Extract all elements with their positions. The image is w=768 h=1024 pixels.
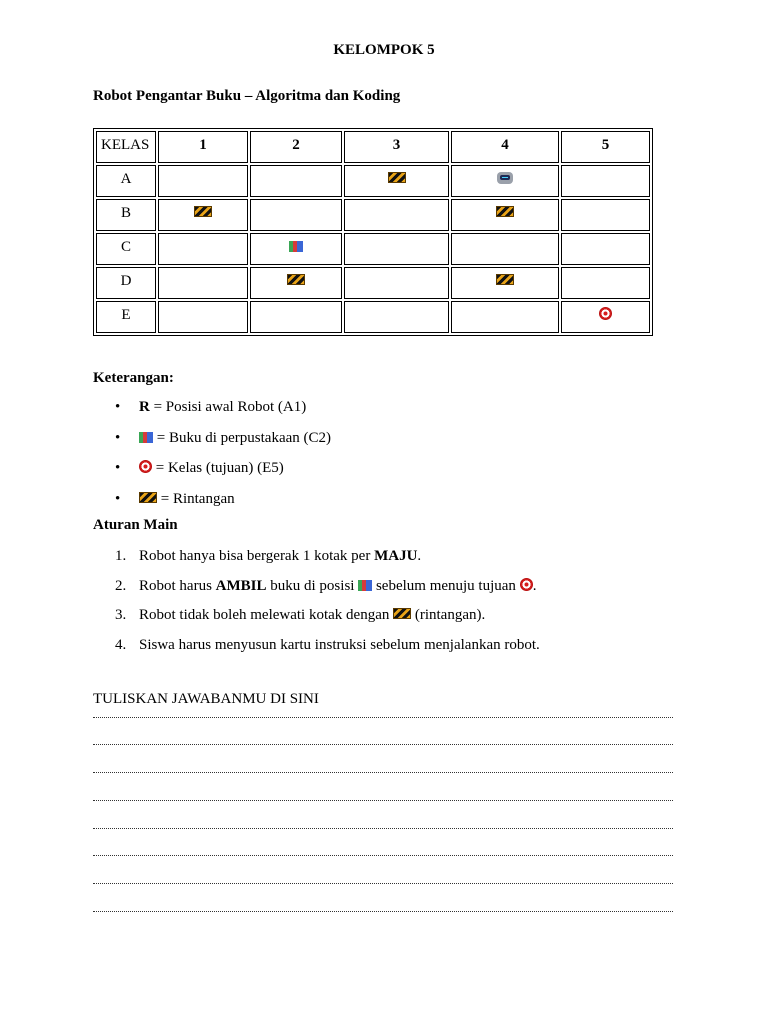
rule-text: buku di posisi bbox=[266, 577, 355, 594]
grid-cell bbox=[344, 199, 449, 231]
books-icon bbox=[289, 239, 303, 252]
rule-text: Siswa harus menyusun kartu instruksi sebelum menjalankan robot. bbox=[139, 636, 540, 653]
rule-text: sebelum menuju tujuan bbox=[375, 577, 516, 594]
answer-title: TULISKAN JAWABANMU DI SINI bbox=[93, 691, 319, 707]
grid-cell bbox=[158, 233, 248, 265]
rules-title: Aturan Main bbox=[93, 517, 178, 533]
rule-item bbox=[93, 605, 540, 635]
rule-bold: AMBIL bbox=[215, 577, 267, 594]
rule-number: 3. bbox=[115, 607, 127, 623]
legend-text: = Posisi awal Robot (A1) bbox=[149, 399, 307, 415]
books-icon bbox=[139, 430, 153, 443]
rule-text: . bbox=[532, 577, 537, 594]
legend-item bbox=[93, 489, 331, 520]
map-grid bbox=[93, 128, 653, 336]
rule-text: (rintangan). bbox=[414, 607, 486, 623]
legend-item bbox=[93, 458, 331, 489]
grid-cell bbox=[344, 267, 449, 299]
grid-header-row bbox=[96, 131, 650, 163]
rule-bold: MAJU bbox=[374, 548, 418, 564]
barrier-icon bbox=[388, 172, 406, 183]
legend-list bbox=[93, 397, 331, 519]
answer-line[interactable] bbox=[93, 800, 673, 801]
grid-cell bbox=[250, 301, 342, 333]
rule-item bbox=[93, 635, 540, 665]
barrier-icon bbox=[194, 206, 212, 217]
answer-line[interactable] bbox=[93, 911, 673, 912]
row-header: B bbox=[96, 199, 156, 231]
rules-list bbox=[93, 546, 540, 664]
legend-text: = Kelas (tujuan) (E5) bbox=[152, 460, 284, 476]
grid-cell bbox=[451, 233, 559, 265]
rule-text: Robot hanya bisa bergerak 1 kotak per bbox=[139, 548, 375, 564]
rule-number: 1. bbox=[115, 548, 127, 564]
grid-cell bbox=[158, 199, 248, 231]
grid-row bbox=[96, 233, 650, 265]
answer-line[interactable] bbox=[93, 744, 673, 745]
legend-robot-label: R bbox=[139, 399, 150, 415]
target-icon bbox=[139, 460, 152, 473]
grid-corner-cell: KELAS bbox=[96, 131, 156, 163]
grid-cell bbox=[158, 267, 248, 299]
legend-title: Keterangan: bbox=[93, 370, 174, 386]
answer-line[interactable] bbox=[93, 717, 673, 718]
grid-cell bbox=[250, 165, 342, 197]
column-header: 2 bbox=[250, 131, 342, 163]
grid-cell bbox=[561, 301, 650, 333]
barrier-icon bbox=[496, 206, 514, 217]
grid-cell bbox=[250, 267, 342, 299]
grid-cell bbox=[451, 199, 559, 231]
legend-text: = Buku di perpustakaan (C2) bbox=[153, 429, 332, 446]
barrier-icon bbox=[287, 274, 305, 285]
grid-row bbox=[96, 199, 650, 231]
rule-number: 2. bbox=[115, 577, 127, 594]
column-header: 3 bbox=[344, 131, 449, 163]
grid-row bbox=[96, 301, 650, 333]
barrier-icon bbox=[496, 274, 514, 285]
rule-text: Robot tidak boleh melewati kotak dengan bbox=[139, 607, 390, 623]
rule-item bbox=[93, 576, 540, 606]
answer-line[interactable] bbox=[93, 855, 673, 856]
grid-cell bbox=[561, 267, 650, 299]
row-header: D bbox=[96, 267, 156, 299]
grid-cell bbox=[158, 301, 248, 333]
barrier-icon bbox=[393, 608, 411, 619]
row-header: A bbox=[96, 165, 156, 197]
grid-cell bbox=[561, 233, 650, 265]
answer-line[interactable] bbox=[93, 883, 673, 884]
grid-cell bbox=[561, 165, 650, 197]
page-subtitle: Robot Pengantar Buku – Algoritma dan Koding bbox=[93, 88, 401, 104]
grid-cell bbox=[451, 165, 559, 197]
row-header: E bbox=[96, 301, 156, 333]
grid-cell bbox=[344, 165, 449, 197]
grid-row bbox=[96, 267, 650, 299]
rule-number: 4. bbox=[115, 636, 127, 653]
answer-line[interactable] bbox=[93, 828, 673, 829]
rule-item bbox=[93, 546, 540, 576]
grid-cell bbox=[250, 233, 342, 265]
legend-item bbox=[93, 428, 331, 459]
target-icon bbox=[520, 578, 533, 591]
grid-row bbox=[96, 165, 650, 197]
column-header: 4 bbox=[451, 131, 559, 163]
grid-cell bbox=[158, 165, 248, 197]
grid-cell bbox=[250, 199, 342, 231]
column-header: 1 bbox=[158, 131, 248, 163]
robot-icon bbox=[497, 172, 513, 184]
row-header: C bbox=[96, 233, 156, 265]
grid-cell bbox=[451, 267, 559, 299]
rule-text: . bbox=[417, 548, 422, 564]
books-icon bbox=[358, 578, 372, 591]
barrier-icon bbox=[139, 492, 157, 503]
grid-cell bbox=[561, 199, 650, 231]
target-icon bbox=[599, 307, 612, 320]
grid-cell bbox=[344, 233, 449, 265]
page-title: KELOMPOK 5 bbox=[333, 42, 435, 58]
grid-cell bbox=[451, 301, 559, 333]
column-header: 5 bbox=[561, 131, 650, 163]
grid-cell bbox=[344, 301, 449, 333]
rule-text: Robot harus bbox=[139, 577, 216, 594]
answer-line[interactable] bbox=[93, 772, 673, 773]
legend-item bbox=[93, 397, 331, 428]
legend-text: = Rintangan bbox=[157, 490, 235, 507]
